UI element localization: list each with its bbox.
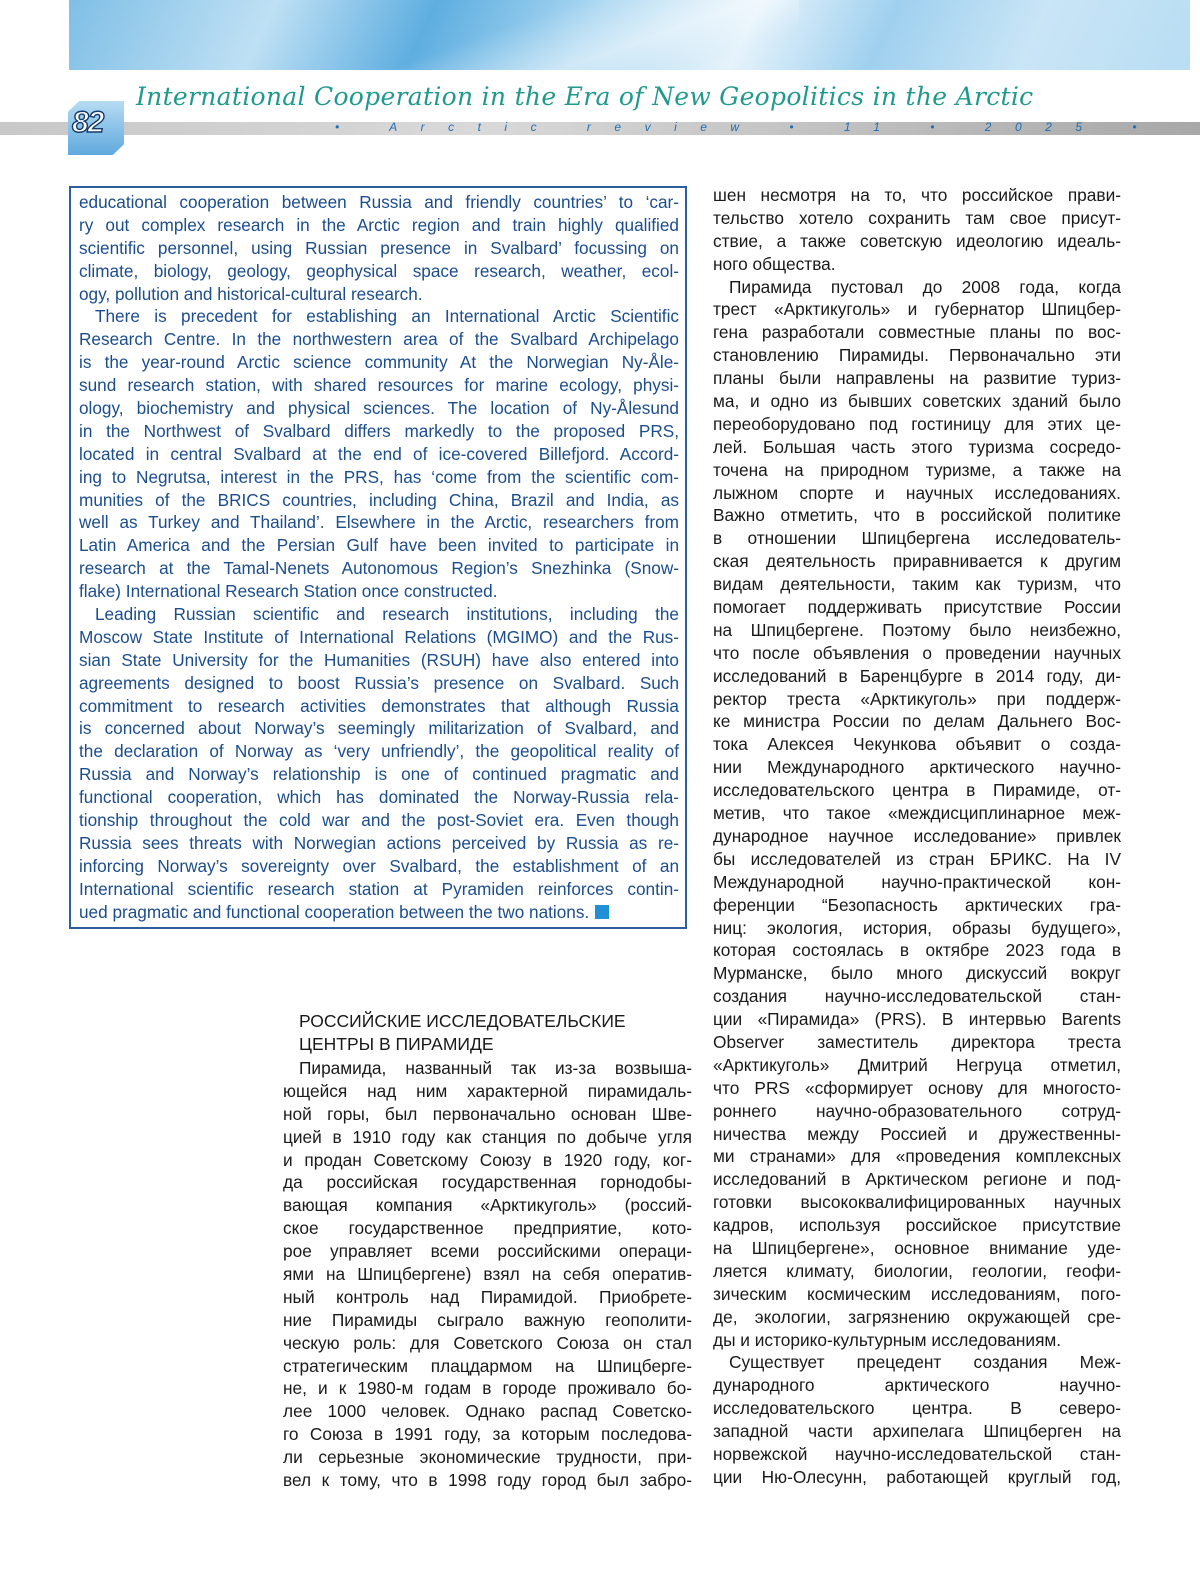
- header-banner-image: [69, 0, 1190, 70]
- text-line: ology, biochemistry and physical sciences. The location of Ny-Ålesund: [79, 398, 679, 419]
- text-line: ми странами» для «проведения комплексных: [713, 1146, 1121, 1167]
- text-line: не, и к 1980-м годам в городе проживало бо-: [283, 1378, 692, 1399]
- section-heading-line: ЦЕНТРЫ В ПИРАМИДЕ: [299, 1033, 494, 1054]
- text-line: ческую роль: для Советского Союза он стал: [283, 1332, 692, 1353]
- text-line: International scientific research station at Pyramiden reinforces contin-: [79, 878, 679, 899]
- text-line: ного общества.: [713, 253, 836, 274]
- section-heading-line: РОССИЙСКИЕ ИССЛЕДОВАТЕЛЬСКИЕ: [299, 1011, 626, 1031]
- text-line: ной горы, был первоначально основан Шве-: [283, 1103, 692, 1124]
- text-line: educational cooperation between Russia and friendly countries’ to ‘car-: [79, 192, 679, 212]
- text-line: трест «Арктикуголь» и губернатор Шпицбер-: [713, 299, 1121, 320]
- text-line: гена разработали совместные планы по вос-: [713, 322, 1121, 343]
- text-line: climate, biology, geology, geophysical space research, weather, ecol-: [79, 260, 679, 281]
- text-line: вел к тому, что в 1998 году город был забро-: [283, 1470, 692, 1491]
- middle-text-column: [283, 1057, 692, 1492]
- text-line: ское государственное предприятие, кото-: [283, 1218, 692, 1239]
- text-line: «Арктикуголь» Дмитрий Негруца отметил,: [713, 1054, 1121, 1075]
- text-line: ции Ню-Олесунн, работающей круглый год,: [713, 1466, 1121, 1487]
- text-line: планы были направлены на развитие туриз-: [713, 368, 1121, 389]
- text-line: исследовательского центра. В северо-: [713, 1398, 1121, 1419]
- text-line: ниц: экология, история, образы будущего»,: [713, 917, 1121, 938]
- text-line: ректор треста «Арктикуголь» при поддерж-: [713, 688, 1121, 709]
- text-line: ный контроль над Пирамидой. Приобрете-: [283, 1286, 692, 1307]
- right-text-column: [713, 184, 1121, 1489]
- text-line: шен несмотря на то, что российское прави-: [713, 185, 1121, 205]
- end-of-article-square-icon: [595, 905, 609, 919]
- text-line: зическим космическим исследованиям, пого-: [713, 1283, 1121, 1304]
- text-line: research at the Tamal-Nenets Autonomous Region’s Snezhinka (Snow-: [79, 558, 679, 579]
- text-line: sian State University for the Humanities (RSUH) have also entered into: [79, 649, 679, 670]
- text-line: munities of the BRICS countries, including China, Brazil and India, as: [79, 489, 679, 510]
- english-text-column: [79, 191, 679, 924]
- text-line: исследований в Арктическом регионе и под-: [713, 1169, 1121, 1190]
- text-line: ма, и одно из бывших советских зданий было: [713, 391, 1121, 412]
- text-line: стратегическим плацдармом на Шпицберге-: [283, 1355, 692, 1376]
- text-line: well as Turkey and Thailand’. Elsewhere in the Arctic, researchers from: [79, 512, 679, 533]
- text-line: роннего научно-образовательного сотруд-: [713, 1100, 1121, 1121]
- text-line: Существует прецедент создания Меж-: [729, 1352, 1121, 1373]
- text-line: sund research station, with shared resources for marine ecology, physi-: [79, 375, 679, 396]
- text-line: ляется климату, биологии, геологии, геофи-: [713, 1260, 1121, 1281]
- text-line: ды и историко-культурным исследованиям.: [713, 1329, 1062, 1350]
- paragraph: [79, 191, 679, 305]
- paragraph: [713, 276, 1121, 1352]
- text-line: западной части архипелага Шпицберген на: [713, 1421, 1121, 1442]
- text-line: ing to Negrutsa, interest in the PRS, has ‘come from the scientific com-: [79, 466, 679, 487]
- text-line: рое управляет всеми российскими операци-: [283, 1241, 692, 1262]
- text-line: Пирамида, названный так из-за возвыша-: [299, 1058, 692, 1078]
- text-line: ogy, pollution and historical-cultural research.: [79, 283, 423, 304]
- text-line: нии Международного арктического научно-: [713, 757, 1121, 778]
- text-line: лей. Большая часть этого туризма сосредо-: [713, 436, 1121, 457]
- text-line: tionship throughout the cold war and the post-Soviet era. Even though: [79, 810, 679, 831]
- text-line: is the year-round Arctic science community At the Norwegian Ny-Åle-: [79, 352, 679, 373]
- text-line: in the Northwest of Svalbard differs markedly to the proposed PRS,: [79, 420, 679, 441]
- text-line: agreements designed to boost Russia’s presence on Svalbard. Such: [79, 672, 679, 693]
- text-line: ями на Шпицбергене) взял на себя оператив-: [283, 1264, 692, 1285]
- paragraph: [283, 1057, 692, 1492]
- text-line: исследовательского центра в Пирамиде, от-: [713, 780, 1121, 801]
- text-line: Moscow State Institute of International Relations (MGIMO) and the Rus-: [79, 626, 679, 647]
- text-line: тока Алексея Чекункова объявит о созда-: [713, 734, 1121, 755]
- text-line: commitment to research activities demonstrates that although Russia: [79, 695, 679, 716]
- text-line: is concerned about Norway’s seemingly militarization of Svalbard, and: [79, 718, 679, 739]
- text-line: Russia and Norway’s relationship is one of continued pragmatic and: [79, 764, 679, 785]
- issue-line: • Arctic review • 11 • 2025 •: [335, 120, 1161, 134]
- text-line: лыжном спорте и научных исследованиях.: [713, 482, 1121, 503]
- text-line: functional cooperation, which has dominated the Norway-Russia rela-: [79, 787, 679, 808]
- text-line: Пирамида пустовал до 2008 года, когда: [729, 276, 1121, 297]
- text-line: переоборудовано под гостиницу для этих це-: [713, 413, 1121, 434]
- text-line: де, экологии, загрязнению окружающей сре-: [713, 1306, 1121, 1327]
- text-line: в отношении Шпицбергена исследователь-: [713, 528, 1121, 549]
- text-line: ференции “Безопасность арктических гра-: [713, 894, 1121, 915]
- text-line: видам деятельности, таким как туризм, что: [713, 574, 1121, 595]
- text-line: что PRS «сформирует основу для многосто-: [713, 1077, 1121, 1098]
- text-line: Международной научно-практической кон-: [713, 871, 1121, 892]
- text-line: лее 1000 человек. Однако распад Советско-: [283, 1401, 692, 1422]
- text-line: ued pragmatic and functional cooperation between the two nations.: [79, 901, 679, 924]
- text-line: на Шпицбергене», основное внимание уде-: [713, 1237, 1121, 1258]
- text-line: го Союза в 1991 году, за которым последова-: [283, 1424, 692, 1445]
- text-line: ствие, а также советскую идеологию идеаль-: [713, 230, 1121, 251]
- text-line: исследований в Баренцбурге в 2014 году, ди-: [713, 665, 1121, 686]
- text-line: метив, что такое «междисциплинарное меж-: [713, 803, 1121, 824]
- text-line: Observer заместитель директора треста: [713, 1031, 1121, 1052]
- text-line: на Шпицбергене. Поэтому было неизбежно,: [713, 619, 1121, 640]
- text-line: становлению Пирамиды. Первоначально эти: [713, 345, 1121, 366]
- text-line: ская деятельность приравнивается к другим: [713, 551, 1121, 572]
- text-line: ющейся над ним характерной пирамидаль-: [283, 1080, 692, 1101]
- text-line: ции «Пирамида» (PRS). В интервью Barents: [713, 1009, 1121, 1030]
- text-line: scientific personnel, using Russian presence in Svalbard’ focussing on: [79, 237, 679, 258]
- text-line: бы исследователей из стран БРИКС. На IV: [713, 848, 1121, 869]
- text-line: тельство хотело сохранить там свое присут-: [713, 207, 1121, 228]
- text-line: There is precedent for establishing an International Arctic Scientific: [95, 306, 679, 327]
- text-line: located in central Svalbard at the end of ice-covered Billefjord. Accord-: [79, 443, 679, 464]
- text-line: ничества между Россией и дружественны-: [713, 1123, 1121, 1144]
- paragraph: [713, 1351, 1121, 1488]
- text-line: точена на природном туризме, а также на: [713, 459, 1121, 480]
- page-number: 82: [72, 106, 104, 139]
- text-line: да российская государственная горнодобы-: [283, 1172, 692, 1193]
- section-heading: [299, 1010, 626, 1056]
- text-line: the declaration of Norway as ‘very unfriendly’, the geopolitical reality of: [79, 741, 679, 762]
- text-line: кадров, используя российское присутствие: [713, 1215, 1121, 1236]
- text-line: готовки высококвалифицированных научных: [713, 1192, 1121, 1213]
- text-line: и продан Советскому Союзу в 1920 году, ког-: [283, 1149, 692, 1170]
- text-line: вающая компания «Арктикуголь» (россий-: [283, 1195, 692, 1216]
- paragraph: [79, 305, 679, 603]
- text-line: цией в 1910 году как станция по добыче угля: [283, 1126, 692, 1147]
- text-line: Мурманске, было много дискуссий вокруг: [713, 963, 1121, 984]
- text-line: Research Centre. In the northwestern area of the Svalbard Archipelago: [79, 329, 679, 350]
- text-line: ние Пирамиды сыграло важную геополити-: [283, 1309, 692, 1330]
- text-line: ке министра России по делам Дальнего Вос-: [713, 711, 1121, 732]
- text-line: помогает поддерживать присутствие России: [713, 597, 1121, 618]
- text-line: Latin America and the Persian Gulf have been invited to participate in: [79, 535, 679, 556]
- text-line: дународного арктического научно-: [713, 1375, 1121, 1396]
- text-line: Важно отметить, что в российской политике: [713, 505, 1121, 526]
- text-line: дународное научное исследование» привлек: [713, 825, 1121, 846]
- text-line: flake) International Research Station once constructed.: [79, 581, 498, 602]
- text-line: ли серьезные экономические трудности, при-: [283, 1447, 692, 1468]
- running-title: International Cooperation in the Era of New Geopolitics in the Arctic: [136, 82, 1034, 111]
- text-line: inforcing Norway’s sovereignty over Svalbard, the establishment of an: [79, 855, 679, 876]
- text-line: что после объявления о проведении научных: [713, 642, 1121, 663]
- text-line: которая состоялась в октябре 2023 года в: [713, 940, 1121, 961]
- text-line: Leading Russian scientific and research institutions, including the: [95, 604, 679, 625]
- text-line: ry out complex research in the Arctic region and train highly qualified: [79, 214, 679, 235]
- paragraph: [79, 603, 679, 923]
- text-line: создания научно-исследовательской стан-: [713, 986, 1121, 1007]
- text-line: норвежской научно-исследовательской стан-: [713, 1443, 1121, 1464]
- text-line: Russia sees threats with Norwegian actions perceived by Russia as re-: [79, 832, 679, 853]
- paragraph: [713, 184, 1121, 276]
